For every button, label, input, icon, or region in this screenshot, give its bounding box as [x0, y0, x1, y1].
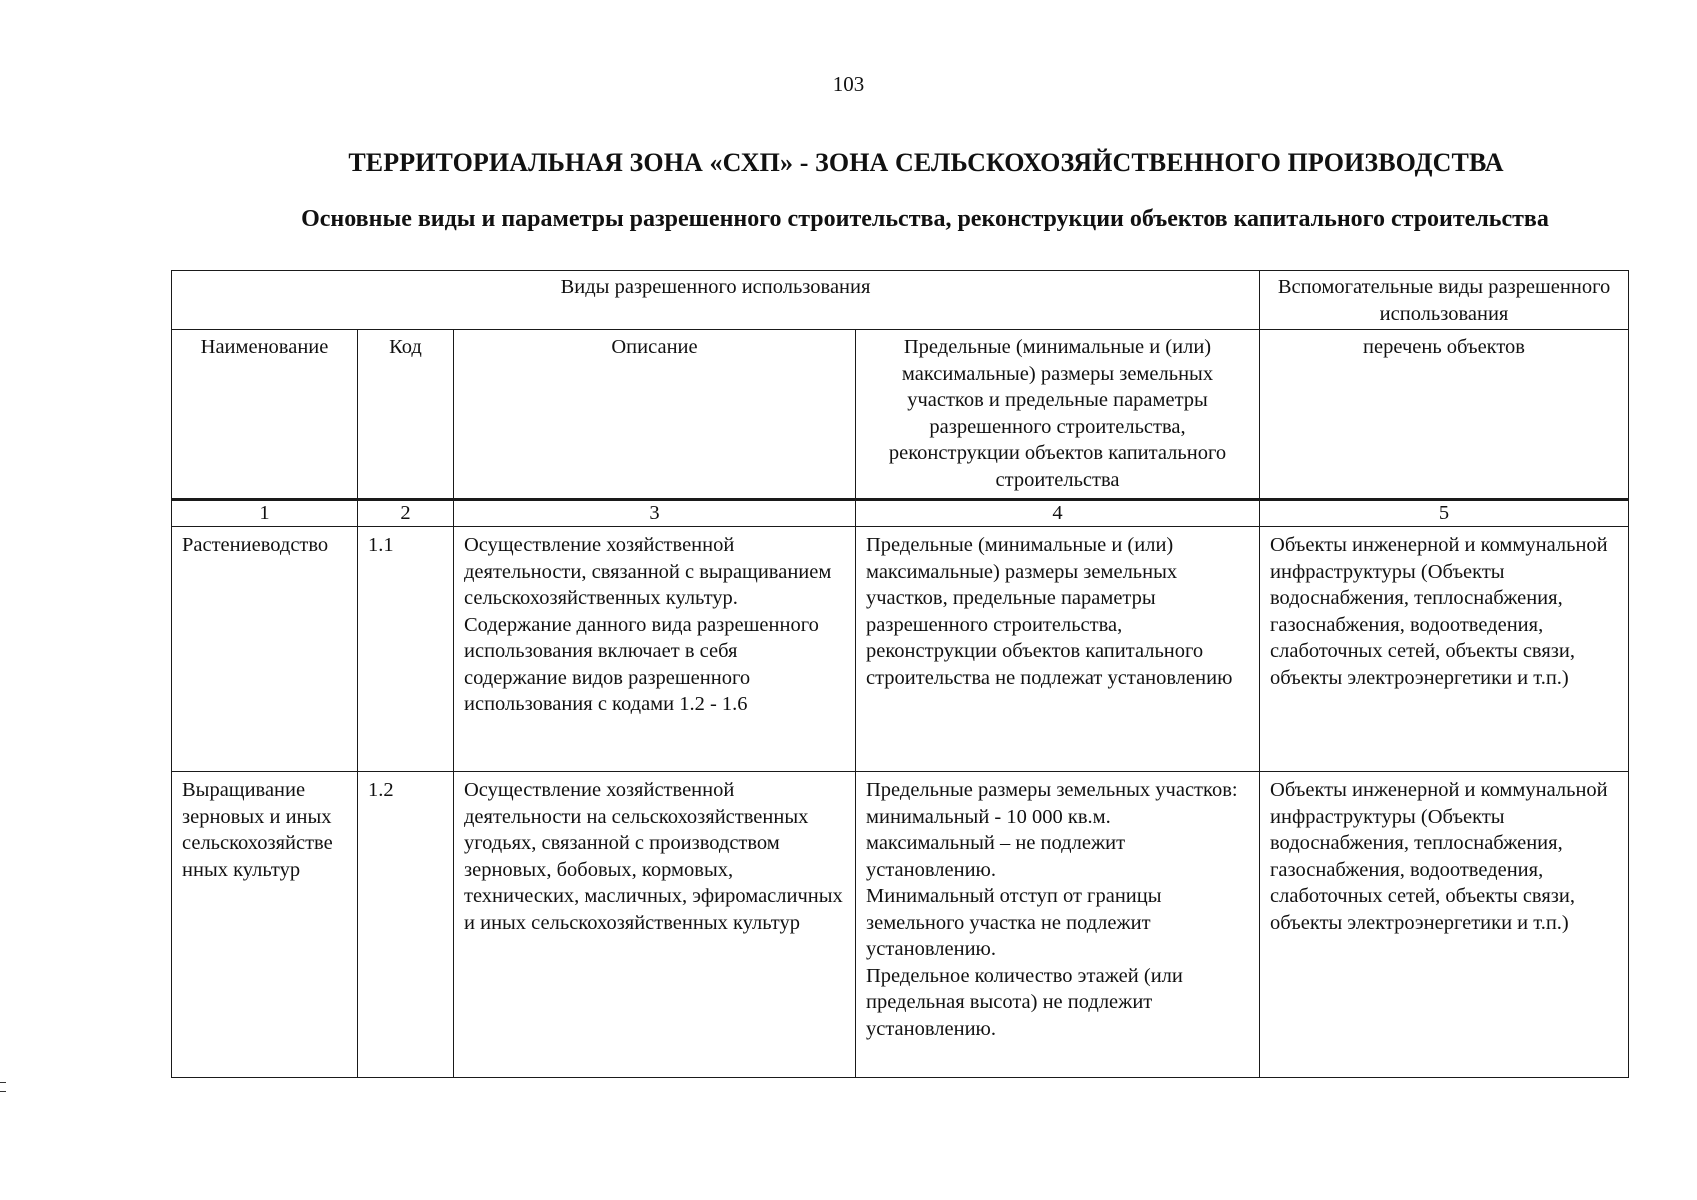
row-auxiliary: Объекты инженерной и коммунальной инфраструктуры (Объекты водоснабжения, теплоснабжения, газоснабжения, водоотведения, слаботочных сетей, объекты связи, объекты электроэнергетики и т.п.): [1260, 527, 1629, 772]
table-row: [172, 527, 1629, 772]
row-description: Осуществление хозяйственной деятельности, связанной с выращиванием сельскохозяйственных культур. Содержание данного вида разрешенного использования включает в себя содержание видов разрешенного использования с кодами 1.2 - 1.6: [454, 527, 856, 772]
row-auxiliary: Объекты инженерной и коммунальной инфраструктуры (Объекты водоснабжения, теплоснабжения, газоснабжения, водоотведения, слаботочных сетей, объекты связи, объекты электроэнергетики и т.п.): [1260, 772, 1629, 1078]
column-header-row: [172, 330, 1629, 500]
column-header-limits: Предельные (минимальные и (или) максимальные) размеры земельных участков и предельные параметры разрешенного строительства, реконструкции объектов капитального строительства: [856, 330, 1260, 500]
zone-title: ТЕРРИТОРИАЛЬНАЯ ЗОНА «СХП» - ЗОНА СЕЛЬСКОХОЗЯЙСТВЕННОГО ПРОИЗВОДСТВА: [348, 148, 1504, 177]
row-name: Выращивание зерновых и иных сельскохозяйстве нных культур: [172, 772, 358, 1078]
column-number: 5: [1260, 500, 1629, 527]
table-caption: Основные виды и параметры разрешенного строительства, реконструкции объектов капитального строительства: [301, 206, 1549, 232]
row-description: Осуществление хозяйственной деятельности на сельскохозяйственных угодьях, связанной с производством зерновых, бобовых, кормовых, технических, масличных, эфиромасличных и иных сельскохозяйственных культур: [454, 772, 856, 1078]
table-row: [172, 772, 1629, 1078]
group-header-row: [172, 271, 1629, 330]
permitted-uses-table: [171, 270, 1629, 1078]
column-number: 1: [172, 500, 358, 527]
scan-edge-mark: [0, 1082, 6, 1092]
column-number: 3: [454, 500, 856, 527]
row-name: Растениеводство: [172, 527, 358, 772]
row-limits: Предельные размеры земельных участков: минимальный - 10 000 кв.м. максимальный – не подлежит установлению. Минимальный отступ от границы земельного участка не подлежит установлению. Предельное количество этажей (или предельная высота) не подлежит установлению.: [856, 772, 1260, 1078]
column-header-description: Описание: [454, 330, 856, 500]
group-header-auxiliary-uses: Вспомогательные виды разрешенного использования: [1260, 271, 1629, 330]
column-header-code: Код: [358, 330, 454, 500]
column-number-row: [172, 500, 1629, 527]
column-header-name: Наименование: [172, 330, 358, 500]
row-code: 1.2: [358, 772, 454, 1078]
page-number: 103: [832, 72, 865, 96]
row-code: 1.1: [358, 527, 454, 772]
column-number: 4: [856, 500, 1260, 527]
column-header-objects-list: перечень объектов: [1260, 330, 1629, 500]
row-limits: Предельные (минимальные и (или) максимальные) размеры земельных участков, предельные параметры разрешенного строительства, реконструкции объектов капитального строительства не подлежат установлению: [856, 527, 1260, 772]
column-number: 2: [358, 500, 454, 527]
group-header-permitted-uses: Виды разрешенного использования: [172, 271, 1260, 330]
